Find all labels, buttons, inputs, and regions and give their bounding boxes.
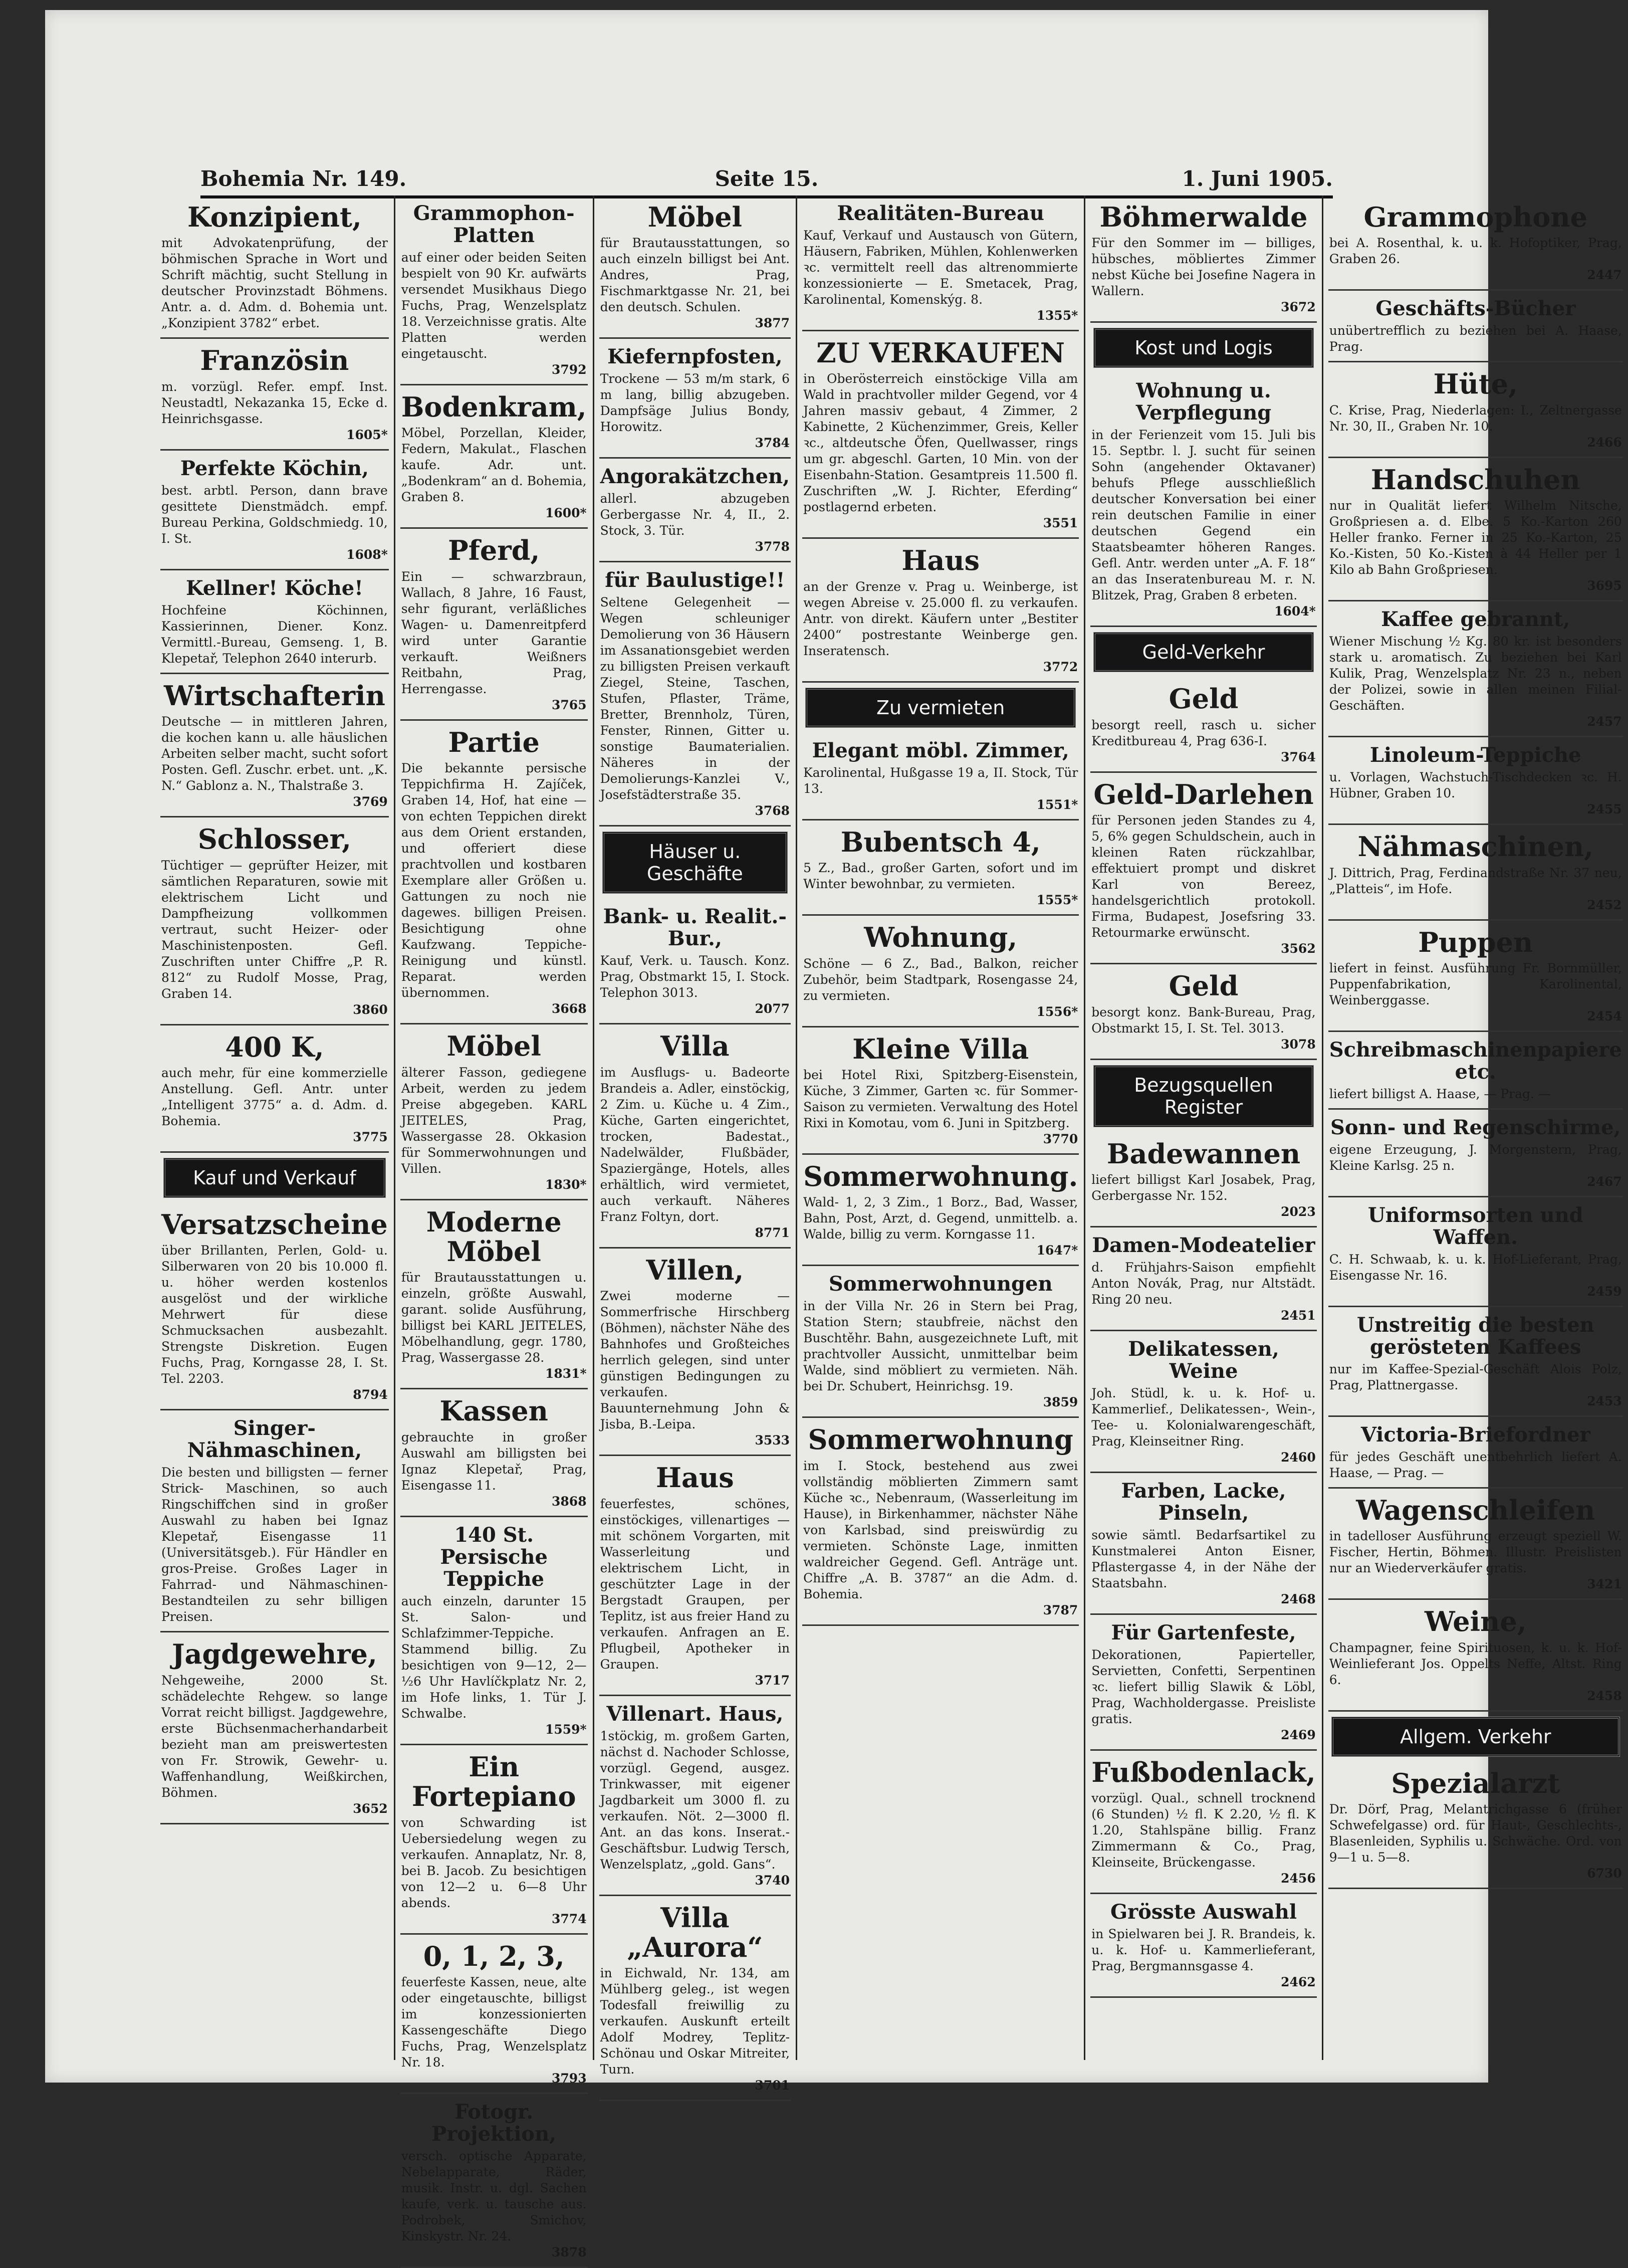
ad-body: Tüchtiger — geprüfter Heizer, mit sämtlichen Reparaturen, sowie mit elektrischem Licht und Dampfheizung vollkommen vertraut, sucht Heizer- oder Maschinistenposten. Gefl. Zuschriften unter Chiffre „P. R. 812“ zu Rudolf Mosse, Prag, Graben 14. (161, 858, 388, 1001)
ad-heading: 140 St. Persische Teppiche (440, 1523, 548, 1591)
classified-ad (160, 339, 389, 450)
ad-heading: Damen-Modeatelier (1092, 1233, 1315, 1257)
ad-body: Karolinental, Hußgasse 19 a, II. Stock, Tür 13. (803, 765, 1078, 796)
ad-body: bei A. Rosenthal, k. u. k. Hofoptiker, Prag, Graben 26. (1329, 236, 1622, 267)
ad-number: 3868 (552, 1494, 587, 1509)
ad-number: 2460 (1281, 1450, 1316, 1465)
ad-number: 8794 (353, 1387, 388, 1402)
ad-body: Nehgeweihe, 2000 St. schädelechte Rehgew. so lange Vorrat reicht billigst. Jagdgewehre, erste Büchsenmacherhandarbeit bezieht man am preiswertesten von Fr. Strowik, Gewehr- u. Waffenhandlung, Weißkirchen, Böhmen. (161, 1673, 388, 1800)
ad-heading: Möbel (647, 201, 743, 233)
ad-heading: Bubentsch 4, (840, 826, 1041, 858)
ad-heading: Geld (1169, 683, 1239, 715)
ad-number: 2458 (1587, 1688, 1622, 1703)
ad-heading: Linoleum-Teppiche (1369, 743, 1581, 767)
classified-ad (599, 562, 791, 827)
ad-heading: Wagenschleifen (1356, 1494, 1595, 1526)
ad-body: Kauf, Verkauf und Austausch von Gütern, Häusern, Fabriken, Mühlen, Kohlenwerken ꝛc. vermittelt reell das altrenommierte konzessionierte — E. Smetacek, Prag, Karolinental, Komenskýg. 8. (803, 228, 1078, 307)
ad-body: nur im Kaffee-Spezial-Geschäft Alois Polz, Prag, Plattnergasse. (1329, 1361, 1622, 1392)
classified-ad (160, 570, 389, 674)
classified-ad (400, 1024, 588, 1200)
ad-number: 2454 (1587, 1008, 1622, 1023)
classified-ad (599, 1024, 791, 1248)
ad-heading: Weine, (1424, 1605, 1527, 1638)
ad-body: versch. optische Apparate, Nebelapparate, Räder, musik. Instr. u. dgl. Sachen kaufe, verk. u. tausche aus. Podrobek, Smichov, Kinskystr. Nr. 24. (401, 2148, 587, 2243)
ad-body: nur in Qualität liefert Wilhelm Nitsche, Großpriesen a. d. Elbe. 5 Ko.-Karton 260 Heller franko. Ferner in 25 Ko.-Karton, 25 Ko.-Kisten, 50 Ko.-Kisten à 44 Heller per 1 Kilo ab Bahn Großpriesen. (1329, 498, 1622, 577)
ad-number: 3778 (755, 539, 790, 554)
ad-body: für Brautausstattungen u. einzeln, größte Auswahl, garant. solide Ausführung, billigst bei KARL JEITELES, Möbelhandlung, gegr. 1780, Prag, Wassergasse 28. (401, 1270, 587, 1365)
classified-ad (400, 1745, 588, 1935)
ad-heading: Villa „Aurora“ (627, 1901, 763, 1963)
ad-number: 3775 (353, 1129, 388, 1144)
classified-ad (400, 529, 588, 720)
ad-number: 2467 (1587, 1174, 1622, 1189)
ad-body: unübertrefflich zu beziehen bei A. Haase, Prag. (1329, 323, 1622, 354)
classified-ad (802, 820, 1079, 916)
ad-heading: Wohnung, (864, 921, 1018, 954)
classified-ad (1328, 291, 1623, 362)
ad-number: 3768 (755, 803, 790, 818)
ad-body: C. Krise, Prag, Niederlagen: I., Zeltnergasse Nr. 30, II., Graben Nr. 10. (1329, 402, 1622, 434)
ad-body: liefert billigst Karl Josabek, Prag, Gerbergasse Nr. 152. (1091, 1172, 1316, 1203)
ad-heading: Badewannen (1106, 1137, 1301, 1170)
ad-body: an der Grenze v. Prag u. Weinberge, ist wegen Abreise v. 25.000 fl. zu verkaufen. Antr. von direkt. Käufern unter „Bestiter 2400“ postrestante Weinberge gen. Inseratensch. (803, 579, 1078, 658)
classified-ad (1090, 373, 1316, 627)
ad-heading: Unstreitig die besten gerösteten Kaffees (1356, 1313, 1594, 1359)
ad-body: in der Villa Nr. 26 in Stern bei Prag, Station Stern; staubfreie, nächst den Buschtěhr. Bahn, ausgezeichnete Luft, mit prachtvoller Aussicht, unmittelbar beim Walde, sind möbliert zu vermieten. Näh. bei Dr. Schubert, Heinrichsg. 19. (803, 1299, 1078, 1394)
ad-number: 2456 (1281, 1871, 1316, 1886)
ad-heading: Haus (656, 1462, 734, 1494)
classified-ad (1090, 195, 1316, 323)
classified-ad (160, 817, 389, 1025)
column-4 (797, 195, 1085, 2060)
classified-ad (599, 459, 791, 562)
ad-number: 3793 (552, 2071, 587, 2086)
ad-number: 2457 (1587, 714, 1622, 729)
ad-heading: Moderne Möbel (426, 1205, 562, 1268)
classified-ad (400, 2094, 588, 2268)
ad-heading: Haus (901, 544, 980, 577)
ad-body: auch einzeln, darunter 15 St. Salon- und Schlafzimmer-Teppiche. Stammend billig. Zu besichtigen von 9—12, 2—½6 Uhr Havlíčkplatz Nr. 2, im Hofe links, 1. Tür J. Schwalbe. (401, 1593, 587, 1721)
ad-heading: Realitäten-Bureau (837, 201, 1044, 225)
ad-body: auch mehr, für eine kommerzielle Anstellung. Gefl. Antr. unter „Intelligent 3775“ a. d. Adm. d. Bohemia. (161, 1065, 388, 1128)
ad-number: 3878 (552, 2244, 587, 2259)
ad-body: Die besten und billigsten — ferner Strick- Maschinen, so auch Ringschiffchen sind in großer Auswahl zu haben bei Ignaz Klepetař, Eisengasse 11 (Universitätsgeb.). Für Händler en gros-Preise. Großes Lager in Fahrrad- und Nähmaschinen-Bestandteilen zu sehr billigen Preisen. (161, 1465, 388, 1624)
ad-heading: Kassen (439, 1395, 548, 1427)
ad-heading: Kiefernpfosten, (607, 345, 783, 369)
ad-heading: Jagdgewehre, (171, 1638, 377, 1671)
ad-body: in Oberösterreich einstöckige Villa am Wald in prachtvoller milder Gegend, vor 4 Jahren massiv gebaut, 4 Zimmer, 2 Kabinette, 2 Küchenzimmer, Greis, Keller ꝛc., altdeutsche Öfen, Quellwasser, rings um gr. abgeschl. Garten, 10 Min. von der Eisenbahn-Station. Gesamtpreis 11.500 fl. Zuschriften „W. J. Richter, Eferding“ postlagernd erbeten. (803, 371, 1078, 515)
section-header: Kauf und Verkauf (163, 1158, 386, 1198)
classified-ad (400, 385, 588, 529)
ad-heading: Geschäfts-Bücher (1375, 297, 1576, 321)
ad-number: 3078 (1281, 1037, 1316, 1052)
ad-heading: Wohnung u. Verpflegung (1135, 379, 1272, 425)
ad-body: besorgt reell, rasch u. sicher Kreditbureau 4, Prag 636-I. (1091, 717, 1316, 748)
ad-heading: Elegant möbl. Zimmer, (812, 738, 1069, 762)
ad-body: u. Vorlagen, Wachstuch-Tischdecken ꝛc. H. Hübner, Graben 10. (1329, 770, 1622, 801)
ad-body: bei Hotel Rixi, Spitzberg-Eisenstein, Küche, 3 Zimmer, Garten ꝛc. für Sommer- Saison zu vermieten. Verwaltung des Hotel Rixi in Komotau, vom 6. Juni in Spitzberg. (803, 1067, 1078, 1130)
ad-number: 3672 (1281, 300, 1316, 315)
ad-body: besorgt konz. Bank-Bureau, Prag, Obstmarkt 15, I. St. Tel. 3013. (1091, 1004, 1316, 1036)
ad-body: in tadelloser Ausführung erzeugt speziell W. Fischer, Hertin, Böhmen. Illustr. Preislisten nur an Wiederverkäufer gratis. (1329, 1529, 1622, 1576)
ad-number: 3859 (1043, 1395, 1078, 1410)
ad-body: in Spielwaren bei J. R. Brandeis, k. u. k. Hof- u. Kammerlieferant, Prag, Bergmannsgasse 4. (1091, 1927, 1316, 1974)
ad-heading: Für Gartenfeste, (1111, 1620, 1296, 1644)
ad-heading: Kleine Villa (852, 1033, 1029, 1065)
ad-number: 1647* (1036, 1243, 1078, 1258)
classified-ad (1328, 1600, 1623, 1711)
ad-number: 1559* (545, 1722, 587, 1737)
classified-ad (1090, 1615, 1316, 1751)
classified-ad (802, 916, 1079, 1027)
ad-body: für Brautausstattungen, so auch einzeln billigst bei Ant. Andres, Prag, Fischmarktgasse Nr. 21, bei den deutsch. Schulen. (600, 236, 790, 315)
ad-heading: Sommerwohnung. (803, 1160, 1078, 1192)
classified-ad (802, 331, 1079, 539)
ad-body: von Schwarding ist Uebersiedelung wegen zu verkaufen. Annaplatz, Nr. 8, bei B. Jacob. Zu besichtigen von 12—2 u. 6—8 Uhr abends. (401, 1815, 587, 1910)
ad-body: vorzügl. Qual., schnell trocknend (6 Stunden) ½ fl. K 2.20, ½ fl. K 1.20, Stahlspäne billig. Franz Zimmermann & Co., Prag, Kleinseite, Brückengasse. (1091, 1791, 1316, 1870)
ad-body: Dekorationen, Papierteller, Servietten, Confetti, Serpentinen ꝛc. liefert billig Slawik & Löbl, Prag, Wachholdergasse. Preisliste gratis. (1091, 1647, 1316, 1726)
ad-heading: Perfekte Köchin, (180, 456, 369, 480)
ad-number: 2466 (1587, 435, 1622, 450)
ad-number: 3562 (1281, 941, 1316, 956)
ad-heading: Bodenkram, (401, 391, 587, 423)
classified-ad (160, 195, 389, 339)
column-3 (594, 195, 797, 2093)
column-5 (1085, 195, 1323, 2060)
ad-number: 3774 (552, 1911, 587, 1926)
ad-body: in Eichwald, Nr. 134, am Mühlberg geleg., ist wegen Todesfall freiwillig zu verkaufen. Auskunft erteilt Adolf Modrey, Teplitz-Schönau und Oskar Mitreiter, Turn. (600, 1966, 790, 2077)
ad-number: 2451 (1281, 1308, 1316, 1323)
classified-ad (1090, 677, 1316, 772)
classified-ad (1328, 1307, 1623, 1417)
ad-body: Deutsche — in mittleren Jahren, die kochen kann u. alle häuslichen Arbeiten selber macht, sucht sofort Posten. Gefl. Zuschr. erbet. unt. „K. N.“ Gablonz a. N., Thalstraße 3. (161, 714, 388, 793)
ad-body: Ein — schwarzbraun, Wallach, 8 Jahre, 16 Faust, sehr figurant, verläßliches Wagen- u. Damenreitpferd wird unter Garantie verkauft. Weißners Reitbahn, Prag, Herrengasse. (401, 569, 587, 696)
ad-number: 1555* (1036, 893, 1078, 908)
ad-heading: Victoria-Briefordner (1360, 1422, 1590, 1447)
classified-ad (599, 1456, 791, 1696)
classified-ad (802, 1155, 1079, 1266)
masthead-issue: Bohemia Nr. 149. (200, 166, 407, 191)
ad-heading: Böhmerwalde (1099, 201, 1308, 233)
classified-ad (400, 1389, 588, 1517)
ad-number: 3695 (1587, 578, 1622, 593)
ad-heading: 0, 1, 2, 3, (423, 1940, 565, 1972)
classified-ad (1328, 1762, 1623, 1889)
ad-heading: Sommerwohnungen (828, 1272, 1053, 1296)
ad-body: eigene Erzeugung, J. Morgenstern, Prag, Kleine Karlsg. 25 n. (1329, 1142, 1622, 1173)
classified-ad (1090, 1227, 1316, 1331)
classified-ad (1328, 737, 1623, 825)
classified-ad (400, 721, 588, 1024)
ad-number: 3652 (353, 1801, 388, 1816)
classified-ad (160, 674, 389, 817)
ad-heading: Französin (200, 344, 349, 377)
ad-body: in der Ferienzeit vom 15. Juli bis 15. Septbr. l. J. sucht für seinen Sohn (angehender Oktavaner) behufs Pflege ausschließlich deutscher Konversation bei einer rein deutschen Familie in einer deutschen Gegend ein Staatsbeamter höheren Ranges. Gefl. Antr. werden unter „A. F. 18“ an das Inseratenbureau M. r. N. Blitzek, Prag, Graben 8 erbeten. (1091, 428, 1316, 603)
ad-number: 2459 (1587, 1284, 1622, 1299)
ad-body: Hochfeine Köchinnen, Kassierinnen, Diener. Konz. Vermittl.-Bureau, Gemseng. 1, B. Klepetař, Telephon 2640 interurb. (161, 602, 388, 666)
column-6 (1323, 195, 1628, 2060)
classified-ad (1090, 1751, 1316, 1894)
classified-ad (802, 1418, 1079, 1625)
ad-number: 2462 (1281, 1975, 1316, 1990)
ad-body: Kauf, Verk. u. Tausch. Konz. Prag, Obstmarkt 15, I. Stock. Telephon 3013. (600, 953, 790, 1000)
ad-number: 1608* (346, 547, 388, 562)
ad-body: d. Frühjahrs-Saison empfiehlt Anton Novák, Prag, nur Altstädt. Ring 20 neu. (1091, 1260, 1316, 1307)
classified-ad (1090, 1331, 1316, 1473)
ad-number: 3784 (755, 436, 790, 451)
classified-ad (160, 1632, 389, 1824)
ad-columns (155, 195, 1622, 2259)
ad-heading: ZU VERKAUFEN (816, 337, 1065, 369)
ad-body: im I. Stock, bestehend aus zwei vollständig möblierten Zimmern samt Küche ꝛc., Nebenraum, (Wasserleitung im Hause), in Birkenhammer, nächster Nähe von Karlsbad, sind preiswürdig zu vermieten. Schönste Lage, inmitten waldreicher Gegend. Gefl. Anträge unt. Chiffre „A. B. 3787“ an die Adm. d. Bohemia. (803, 1458, 1078, 1601)
classified-ad (599, 1896, 791, 2102)
classified-ad (802, 539, 1079, 682)
ad-number: 3717 (755, 1673, 790, 1688)
classified-ad (160, 1025, 389, 1153)
classified-ad (1328, 458, 1623, 601)
ad-heading: Pferd, (448, 534, 540, 567)
section-header: Bezugsquellen Register (1093, 1065, 1313, 1127)
ad-heading: Geld (1169, 970, 1239, 1002)
ad-body: Schöne — 6 Z., Bad., Balkon, reicher Zubehör, beim Stadtpark, Rosengasse 24, zu vermieten. (803, 956, 1078, 1003)
ad-heading: Grammophon-Platten (413, 201, 575, 247)
ad-heading: Spezialarzt (1391, 1767, 1560, 1799)
ad-heading: Hüte, (1433, 368, 1518, 400)
classified-ad (1090, 964, 1316, 1060)
classified-ad (1328, 1110, 1623, 1197)
ad-body: Dr. Dörf, Prag, Melantrichgasse 6 (früher Schwefelgasse) ord. für Haut-, Geschlechts-, Blasenleiden, Syphilis u. Schwäche. Ord. von 9—1 u. 5—8. (1329, 1802, 1622, 1865)
section-header: Geld-Verkehr (1093, 632, 1313, 672)
ad-body: liefert billigst A. Haase, — Prag. — (1329, 1086, 1551, 1101)
section-header: Zu vermieten (805, 688, 1076, 728)
classified-ad (1090, 1473, 1316, 1615)
ad-heading: Partie (448, 726, 540, 758)
ad-number: 3765 (552, 697, 587, 712)
ad-body: im Ausflugs- u. Badeorte Brandeis a. Adler, einstöckig, 2 Zim. u. Küche u. 4 Zim., Küche, Garten eingerichtet, trocken, Badestat., Nadelwälder, Flußbäder, Spaziergänge, Hotels, alles erhältlich, wird vermietet, auch verkauft. Näheres Franz Foltyn, dort. (600, 1065, 790, 1224)
ad-body: Zwei moderne — Sommerfrische Hirschberg (Böhmen), nächster Nähe des Bahnhofes und Großteiches herrlich gelegen, sind unter günstigen Bedingungen zu verkaufen. Bauunternehmung John & Jisba, B.-Leipa. (600, 1289, 790, 1432)
classified-ad (400, 1935, 588, 2094)
ad-heading: Ein Fortepiano (411, 1750, 576, 1813)
ad-heading: Kaffee gebrannt, (1381, 607, 1570, 632)
ad-number: 2469 (1281, 1727, 1316, 1742)
ad-number: 3787 (1043, 1602, 1078, 1617)
ad-heading: Wirtschafterin (163, 679, 385, 712)
ad-number: 2468 (1281, 1591, 1316, 1606)
ad-number: 2447 (1587, 268, 1622, 283)
ad-body: m. vorzügl. Refer. empf. Inst. Neustadtl, Nekazanka 15, Ecke d. Heinrichsgasse. (161, 379, 388, 426)
classified-ad (599, 1249, 791, 1456)
ad-number: 3740 (755, 1873, 790, 1888)
ad-heading: Schreibmaschinenpapiere etc. (1329, 1038, 1622, 1084)
ad-heading: Fotogr. Projektion, (431, 2100, 557, 2146)
ad-body: J. Dittrich, Prag, Ferdinandstraße Nr. 37 neu, „Platteis“, im Hofe. (1329, 865, 1622, 896)
ad-heading: Schlosser, (197, 823, 351, 856)
ad-number: 1604* (1274, 604, 1316, 619)
ad-body: Wald- 1, 2, 3 Zim., 1 Borz., Bad, Wasser, Bahn, Post, Arzt, d. Gegend, unmittelb. a. Walde, billig zu verm. Korngasse 11. (803, 1195, 1078, 1242)
section-header: Häuser u. Geschäfte (602, 832, 788, 894)
classified-ad (599, 339, 791, 459)
ad-body: gebrauchte in großer Auswahl am billigsten bei Ignaz Klepetař, Prag, Eisengasse 11. (401, 1429, 587, 1493)
ad-number: 1830* (545, 1177, 587, 1192)
masthead-page: Seite 15. (715, 166, 819, 191)
ad-number: 2077 (755, 1001, 790, 1016)
classified-ad (1328, 1417, 1623, 1489)
classified-ad (1328, 1032, 1623, 1110)
masthead (200, 163, 1333, 194)
classified-ad (1328, 601, 1623, 737)
column-1 (155, 195, 395, 2060)
ad-body: C. H. Schwaab, k. u. k. Hof-Lieferant, Prag, Eisengasse Nr. 16. (1329, 1252, 1622, 1283)
ad-number: 1355* (1036, 308, 1078, 323)
ad-heading: Villen, (646, 1254, 744, 1286)
ad-body: Champagner, feine Spirituosen, k. u. k. Hof-Weinlieferant Jos. Oppelts Neffe, Altst. Ring 6. (1329, 1640, 1622, 1687)
ad-heading: Sommerwohnung (808, 1423, 1073, 1456)
ad-number: 3769 (353, 794, 388, 809)
column-2 (395, 195, 594, 2259)
ad-heading: Puppen (1418, 926, 1533, 958)
classified-ad (802, 733, 1079, 820)
section-header: Allgem. Verkehr (1331, 1717, 1620, 1757)
classified-ad (160, 451, 389, 570)
ad-number: 3792 (552, 362, 587, 377)
ad-body: Seltene Gelegenheit — Wegen schleuniger Demolierung von 36 Häusern im Assanationsgebiet werden zu billigsten Preisen verkauft Ziegel, Steine, Taschen, Stufen, Pflaster, Träme, Bretter, Brennholz, Türen, Fenster, Rinnen, Gitter u. sonstige Baumaterialien. Näheres in der Demolierungs-Kanzlei V., Josefstädterstraße 35. (600, 595, 790, 802)
ad-heading: für Baulustige!! (605, 568, 785, 592)
ad-heading: Versatzscheine (161, 1208, 388, 1241)
ad-heading: Grösste Auswahl (1110, 1900, 1297, 1924)
ad-body: sowie sämtl. Bedarfsartikel zu Kunstmalerei Anton Eisner, Pflastergasse 4, in der Nähe der Staatsbahn. (1091, 1527, 1316, 1590)
ad-body: feuerfestes, schönes, einstöckiges, villenartiges — mit schönem Vorgarten, mit Wasserleitung und elektrischem Licht, in geschützter Lage in der Bergstadt Graupen, per Teplitz, ist aus freier Hand zu verkaufen. Anfragen an E. Pflugbeil, Apotheker in Graupen. (600, 1496, 790, 1672)
ad-heading: Sonn- und Regenschirme, (1330, 1115, 1621, 1139)
ad-heading: Villa (660, 1030, 730, 1063)
ad-body: feuerfeste Kassen, neue, alte oder eingetauschte, billigst im konzessionierten Kassengeschäfte Diego Fuchs, Prag, Wenzelsplatz Nr. 18. (401, 1974, 587, 2070)
ad-number: 3701 (755, 2078, 790, 2093)
masthead-date: 1. Juni 1905. (1182, 166, 1333, 191)
classified-ad (400, 1200, 588, 1390)
ad-number: 1556* (1036, 1004, 1078, 1019)
ad-number: 3551 (1043, 516, 1078, 531)
classified-ad (599, 1696, 791, 1896)
ad-body: Wiener Mischung ½ Kg. 80 kr. ist besonders stark u. aromatisch. Zu beziehen bei Karl Kulik, Prag, Wenzelsplatz Nr. 23 n., neben der Polizei, sowie in allen meinen Filial-Geschäften. (1329, 634, 1622, 713)
classified-ad (1328, 825, 1623, 920)
ad-heading: Grammophone (1363, 201, 1588, 233)
classified-ad (1090, 773, 1316, 964)
ad-heading: Villenart. Haus, (606, 1702, 784, 1726)
ad-heading: Fußbodenlack, (1091, 1756, 1316, 1788)
ad-body: älterer Fasson, gediegene Arbeit, werden zu jedem Preise abgegeben. KARL JEITELES, Prag, Wassergasse 28. Okkasion für Sommerwohnungen und Villen. (401, 1065, 587, 1176)
ad-body: auf einer oder beiden Seiten bespielt von 90 Kr. aufwärts versendet Musikhaus Diego Fuchs, Prag, Wenzelsplatz 18. Verzeichnisse gratis. Alte Platten werden eingetauscht. (401, 250, 587, 361)
ad-heading: 400 K, (225, 1030, 324, 1063)
ad-number: 1551* (1036, 797, 1078, 812)
ad-number: 2453 (1587, 1393, 1622, 1408)
ad-heading: Kellner! Köche! (185, 576, 363, 600)
ad-number: 3770 (1043, 1131, 1078, 1146)
classified-ad (1328, 1489, 1623, 1600)
ad-number: 3772 (1043, 659, 1078, 674)
ad-heading: Delikatessen, Weine (1128, 1337, 1279, 1383)
ad-heading: Uniformsorten und Waffen. (1367, 1203, 1583, 1249)
ad-number: 1600* (545, 506, 587, 521)
ad-body: über Brillanten, Perlen, Gold- u. Silberwaren von 20 bis 10.000 fl. u. höher werden kostenlos ausgelöst und der wirkliche Mehrwert für diese Schmucksachen ausbezahlt. Strengste Diskretion. Eugen Fuchs, Prag, Korngasse 28, I. St. Tel. 2203. (161, 1243, 388, 1386)
ad-body: Für den Sommer im — billiges, hübsches, möbliertes Zimmer nebst Küche bei Josefine Nagera in Wallern. (1091, 236, 1316, 299)
classified-ad (1090, 1132, 1316, 1227)
ad-number: 3877 (755, 316, 790, 331)
ad-number: 3860 (353, 1002, 388, 1017)
ad-number: 2455 (1587, 802, 1622, 817)
classified-ad (1328, 195, 1623, 291)
classified-ad (1090, 1894, 1316, 1998)
ad-heading: Nähmaschinen, (1357, 831, 1593, 863)
ad-body: allerl. abzugeben Gerbergasse Nr. 4, II., 2. Stock, 3. Tür. (600, 491, 790, 538)
ad-heading: Konzipient, (187, 201, 362, 233)
classified-ad (1328, 1197, 1623, 1307)
ad-number: 3421 (1587, 1577, 1622, 1592)
classified-ad (802, 1027, 1079, 1155)
ad-heading: Angorakätzchen, (600, 465, 790, 489)
classified-ad (802, 1266, 1079, 1418)
ad-heading: Handschuhen (1370, 463, 1580, 496)
ad-number: 8771 (755, 1225, 790, 1240)
classified-ad (1328, 362, 1623, 458)
ad-heading: Singer-Nähmaschinen, (187, 1416, 362, 1463)
ad-body: best. arbtl. Person, dann brave gesittete Dienstmädch. empf. Bureau Perkina, Goldschmiedg. 10, I. St. (161, 483, 388, 546)
classified-ad (599, 899, 791, 1024)
classified-ad (160, 1203, 389, 1410)
ad-number: 1831* (545, 1366, 587, 1381)
classified-ad (802, 195, 1079, 331)
ad-number: 2452 (1587, 897, 1622, 912)
ad-number: 2023 (1281, 1204, 1316, 1219)
ad-body: 5 Z., Bad., großer Garten, sofort und im Winter bewohnbar, zu vermieten. (803, 861, 1078, 892)
ad-body: 1stöckig, m. großem Garten, nächst d. Nachoder Schlosse, vorzügl. Gegend, ausgez. Trinkwasser, mit eigener Jagdbarkeit um 3000 fl. zu verkaufen. Nöt. 2—3000 fl. Ant. an das kons. Inserat.-Geschäftsbur. Ludwig Tersch, Wenzelsplatz, „gold. Gans“. (600, 1728, 790, 1872)
classified-ad (160, 1410, 389, 1632)
ad-heading: Bank- u. Realit.-Bur., (603, 905, 787, 951)
ad-number: 6730 (1587, 1866, 1622, 1881)
ad-body: Die bekannte persische Teppichfirma H. Zajíček, Graben 14, Hof, hat eine — von echten Teppichen direkt aus dem Orient erstanden, und offeriert diese prachtvollen und kostbaren Exemplare aller Größen u. Gattungen zu noch nie dagewes. billigen Preisen. Besichtigung ohne Kaufzwang. Teppiche-Reinigung und künstl. Reparat. werden übernommen. (401, 761, 587, 1000)
classified-ad (400, 195, 588, 385)
ad-number: 3764 (1281, 749, 1316, 764)
ad-heading: Geld-Darlehen (1093, 778, 1314, 810)
section-header: Kost und Logis (1093, 328, 1313, 368)
ad-body: für jedes Geschäft unentbehrlich liefert A. Haase, — Prag. — (1329, 1449, 1622, 1480)
classified-ad (1328, 921, 1623, 1032)
classified-ad (400, 1517, 588, 1745)
classified-ad (599, 195, 791, 339)
ad-number: 1605* (346, 427, 388, 442)
ad-heading: Farben, Lacke, Pinseln, (1121, 1479, 1286, 1525)
ad-body: für Personen jeden Standes zu 4, 5, 6% gegen Schuldschein, auch in kleinen Raten rückzahlbar, effektuiert prompt und diskret Karl von Bereez, handelsgerichtlich protokoll. Firma, Budapest, Josefsring 33. Retourmarke erwünscht. (1091, 813, 1316, 940)
ad-number: 3668 (552, 1001, 587, 1016)
ad-body: Möbel, Porzellan, Kleider, Federn, Makulat., Flaschen kaufe. Adr. unt. „Bodenkram“ an d. Bohemia, Graben 8. (401, 426, 587, 505)
ad-body: liefert in feinst. Ausführung Fr. Bornmüller, Puppenfabrikation, Karolinental, Weinberggasse. (1329, 960, 1622, 1007)
ad-body: mit Advokatenprüfung, der böhmischen Sprache in Wort und Schrift mächtig, sucht Stellung in deutscher Provinzstadt Böhmens. Antr. a. d. Adm. d. Bohemia unt. „Konzipient 3782“ erbet. (161, 236, 388, 331)
ad-heading: Möbel (446, 1030, 541, 1063)
ad-body: Joh. Stüdl, k. u. k. Hof- u. Kammerlief., Delikatessen-, Wein-, Tee- u. Kolonialwarengeschäft, Prag, Kleinseitner Ring. (1091, 1385, 1316, 1449)
ad-number: 3533 (755, 1433, 790, 1448)
ad-body: Trockene — 53 m/m stark, 6 m lang, billig abzugeben. Dampfsäge Julius Bondy, Horowitz. (600, 371, 790, 435)
